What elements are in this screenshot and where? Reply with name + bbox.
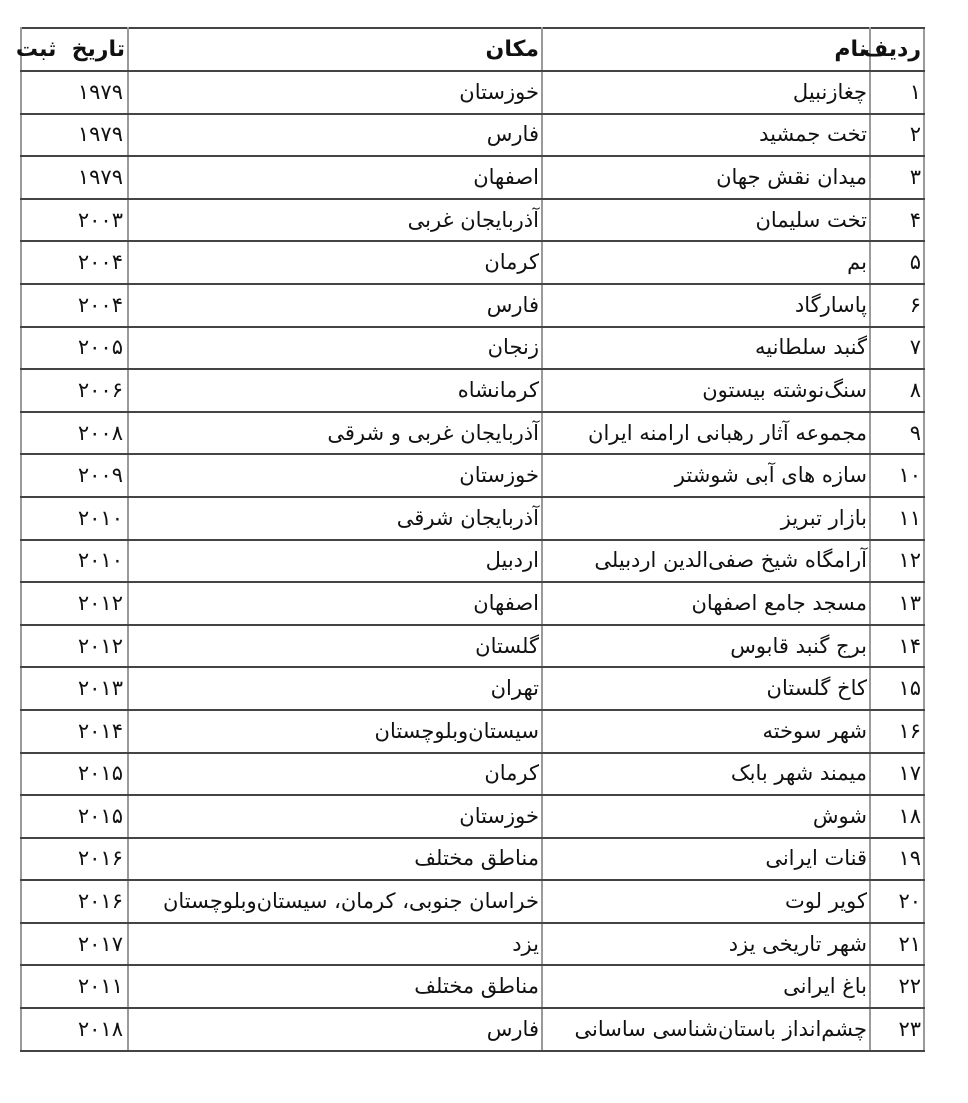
cell-date: ۲۰۰۵ xyxy=(21,327,128,370)
cell-name: بم xyxy=(542,241,870,284)
cell-index: ۱۱ xyxy=(870,497,924,540)
cell-date: ۱۹۷۹ xyxy=(21,156,128,199)
cell-location: گلستان xyxy=(128,625,542,668)
cell-index: ۵ xyxy=(870,241,924,284)
cell-index: ۱۴ xyxy=(870,625,924,668)
cell-index: ۲۳ xyxy=(870,1008,924,1051)
cell-name: قنات ایرانی xyxy=(542,838,870,881)
cell-location: اصفهان xyxy=(128,156,542,199)
cell-date: ۲۰۱۶ xyxy=(21,880,128,923)
cell-index: ۱۸ xyxy=(870,795,924,838)
cell-index: ۹ xyxy=(870,412,924,455)
cell-name: شوش xyxy=(542,795,870,838)
cell-date: ۲۰۱۱ xyxy=(21,965,128,1008)
cell-location: یزد xyxy=(128,923,542,966)
heritage-table-container xyxy=(15,27,923,1052)
header-index: ردیف xyxy=(870,28,924,71)
cell-index: ۱۵ xyxy=(870,667,924,710)
cell-location: فارس xyxy=(128,284,542,327)
cell-date: ۲۰۱۵ xyxy=(21,753,128,796)
cell-index: ۲۰ xyxy=(870,880,924,923)
cell-name: چشم‌انداز باستان‌شناسی ساسانی xyxy=(542,1008,870,1051)
cell-location: آذربایجان غربی xyxy=(128,199,542,242)
cell-location: خوزستان xyxy=(128,454,542,497)
cell-location: آذربایجان شرقی xyxy=(128,497,542,540)
cell-index: ۱۳ xyxy=(870,582,924,625)
cell-location: اصفهان xyxy=(128,582,542,625)
cell-date: ۲۰۱۲ xyxy=(21,582,128,625)
cell-date: ۲۰۱۶ xyxy=(21,838,128,881)
cell-name: شهر سوخته xyxy=(542,710,870,753)
table-row xyxy=(21,1008,924,1051)
heritage-sites-table xyxy=(15,27,925,1052)
table-row xyxy=(21,880,924,923)
table-row xyxy=(21,199,924,242)
table-row xyxy=(21,923,924,966)
cell-date: ۲۰۰۸ xyxy=(21,412,128,455)
cell-index: ۲۲ xyxy=(870,965,924,1008)
cell-location: فارس xyxy=(128,1008,542,1051)
cell-name: تخت جمشید xyxy=(542,114,870,157)
cell-index: ۱۰ xyxy=(870,454,924,497)
table-body xyxy=(21,71,924,1051)
cell-date: ۲۰۰۹ xyxy=(21,454,128,497)
cell-location: کرمانشاه xyxy=(128,369,542,412)
cell-location: خوزستان xyxy=(128,795,542,838)
cell-location: مناطق مختلف xyxy=(128,838,542,881)
table-row xyxy=(21,795,924,838)
table-row xyxy=(21,710,924,753)
cell-date: ۱۹۷۹ xyxy=(21,71,128,114)
cell-name: پاسارگاد xyxy=(542,284,870,327)
table-row xyxy=(21,284,924,327)
cell-index: ۶ xyxy=(870,284,924,327)
table-row xyxy=(21,241,924,284)
cell-index: ۱ xyxy=(870,71,924,114)
table-row xyxy=(21,114,924,157)
cell-location: کرمان xyxy=(128,753,542,796)
cell-location: مناطق مختلف xyxy=(128,965,542,1008)
cell-name: برج گنبد قابوس xyxy=(542,625,870,668)
cell-name: بازار تبریز xyxy=(542,497,870,540)
cell-location: کرمان xyxy=(128,241,542,284)
cell-name: کاخ گلستان xyxy=(542,667,870,710)
cell-date: ۲۰۱۴ xyxy=(21,710,128,753)
cell-index: ۲۱ xyxy=(870,923,924,966)
cell-date: ۲۰۱۰ xyxy=(21,540,128,583)
table-row xyxy=(21,753,924,796)
cell-index: ۸ xyxy=(870,369,924,412)
cell-name: شهر تاریخی یزد xyxy=(542,923,870,966)
table-row xyxy=(21,667,924,710)
table-row xyxy=(21,497,924,540)
cell-date: ۲۰۰۴ xyxy=(21,241,128,284)
table-row xyxy=(21,327,924,370)
cell-name: مجموعه آثار رهبانی ارامنه ایران xyxy=(542,412,870,455)
cell-index: ۲ xyxy=(870,114,924,157)
table-row xyxy=(21,156,924,199)
table-header-row xyxy=(21,28,924,71)
cell-name: باغ ایرانی xyxy=(542,965,870,1008)
cell-name: کویر لوت xyxy=(542,880,870,923)
cell-name: چغازنبیل xyxy=(542,71,870,114)
cell-date: ۲۰۰۶ xyxy=(21,369,128,412)
cell-location: سیستان‌وبلوچستان xyxy=(128,710,542,753)
cell-date: ۲۰۱۳ xyxy=(21,667,128,710)
table-row xyxy=(21,582,924,625)
cell-location: اردبیل xyxy=(128,540,542,583)
cell-name: سازه های آبی شوشتر xyxy=(542,454,870,497)
cell-index: ۱۷ xyxy=(870,753,924,796)
table-row xyxy=(21,838,924,881)
cell-index: ۱۶ xyxy=(870,710,924,753)
header-location: مکان xyxy=(128,28,542,71)
cell-date: ۲۰۱۵ xyxy=(21,795,128,838)
cell-name: تخت سلیمان xyxy=(542,199,870,242)
header-name: نام xyxy=(542,28,870,71)
table-row xyxy=(21,369,924,412)
cell-index: ۳ xyxy=(870,156,924,199)
cell-location: زنجان xyxy=(128,327,542,370)
cell-name: میدان نقش جهان xyxy=(542,156,870,199)
cell-location: خراسان جنوبی، کرمان، سیستان‌وبلوچستان xyxy=(128,880,542,923)
table-row xyxy=(21,540,924,583)
table-row xyxy=(21,454,924,497)
cell-date: ۲۰۱۷ xyxy=(21,923,128,966)
cell-name: میمند شهر بابک xyxy=(542,753,870,796)
cell-date: ۲۰۰۳ xyxy=(21,199,128,242)
table-row xyxy=(21,412,924,455)
cell-date: ۲۰۱۲ xyxy=(21,625,128,668)
cell-location: آذربایجان غربی و شرقی xyxy=(128,412,542,455)
cell-index: ۱۲ xyxy=(870,540,924,583)
cell-name: سنگ‌نوشته بیستون xyxy=(542,369,870,412)
table-row xyxy=(21,71,924,114)
cell-index: ۷ xyxy=(870,327,924,370)
cell-name: مسجد جامع اصفهان xyxy=(542,582,870,625)
cell-date: ۲۰۱۰ xyxy=(21,497,128,540)
cell-index: ۱۹ xyxy=(870,838,924,881)
cell-index: ۴ xyxy=(870,199,924,242)
table-row xyxy=(21,965,924,1008)
cell-name: گنبد سلطانیه xyxy=(542,327,870,370)
cell-location: تهران xyxy=(128,667,542,710)
cell-date: ۲۰۱۸ xyxy=(21,1008,128,1051)
cell-date: ۲۰۰۴ xyxy=(21,284,128,327)
cell-location: فارس xyxy=(128,114,542,157)
header-date: تاریخ ثبت xyxy=(21,28,128,71)
cell-date: ۱۹۷۹ xyxy=(21,114,128,157)
cell-location: خوزستان xyxy=(128,71,542,114)
table-row xyxy=(21,625,924,668)
cell-name: آرامگاه شیخ صفی‌الدین اردبیلی xyxy=(542,540,870,583)
